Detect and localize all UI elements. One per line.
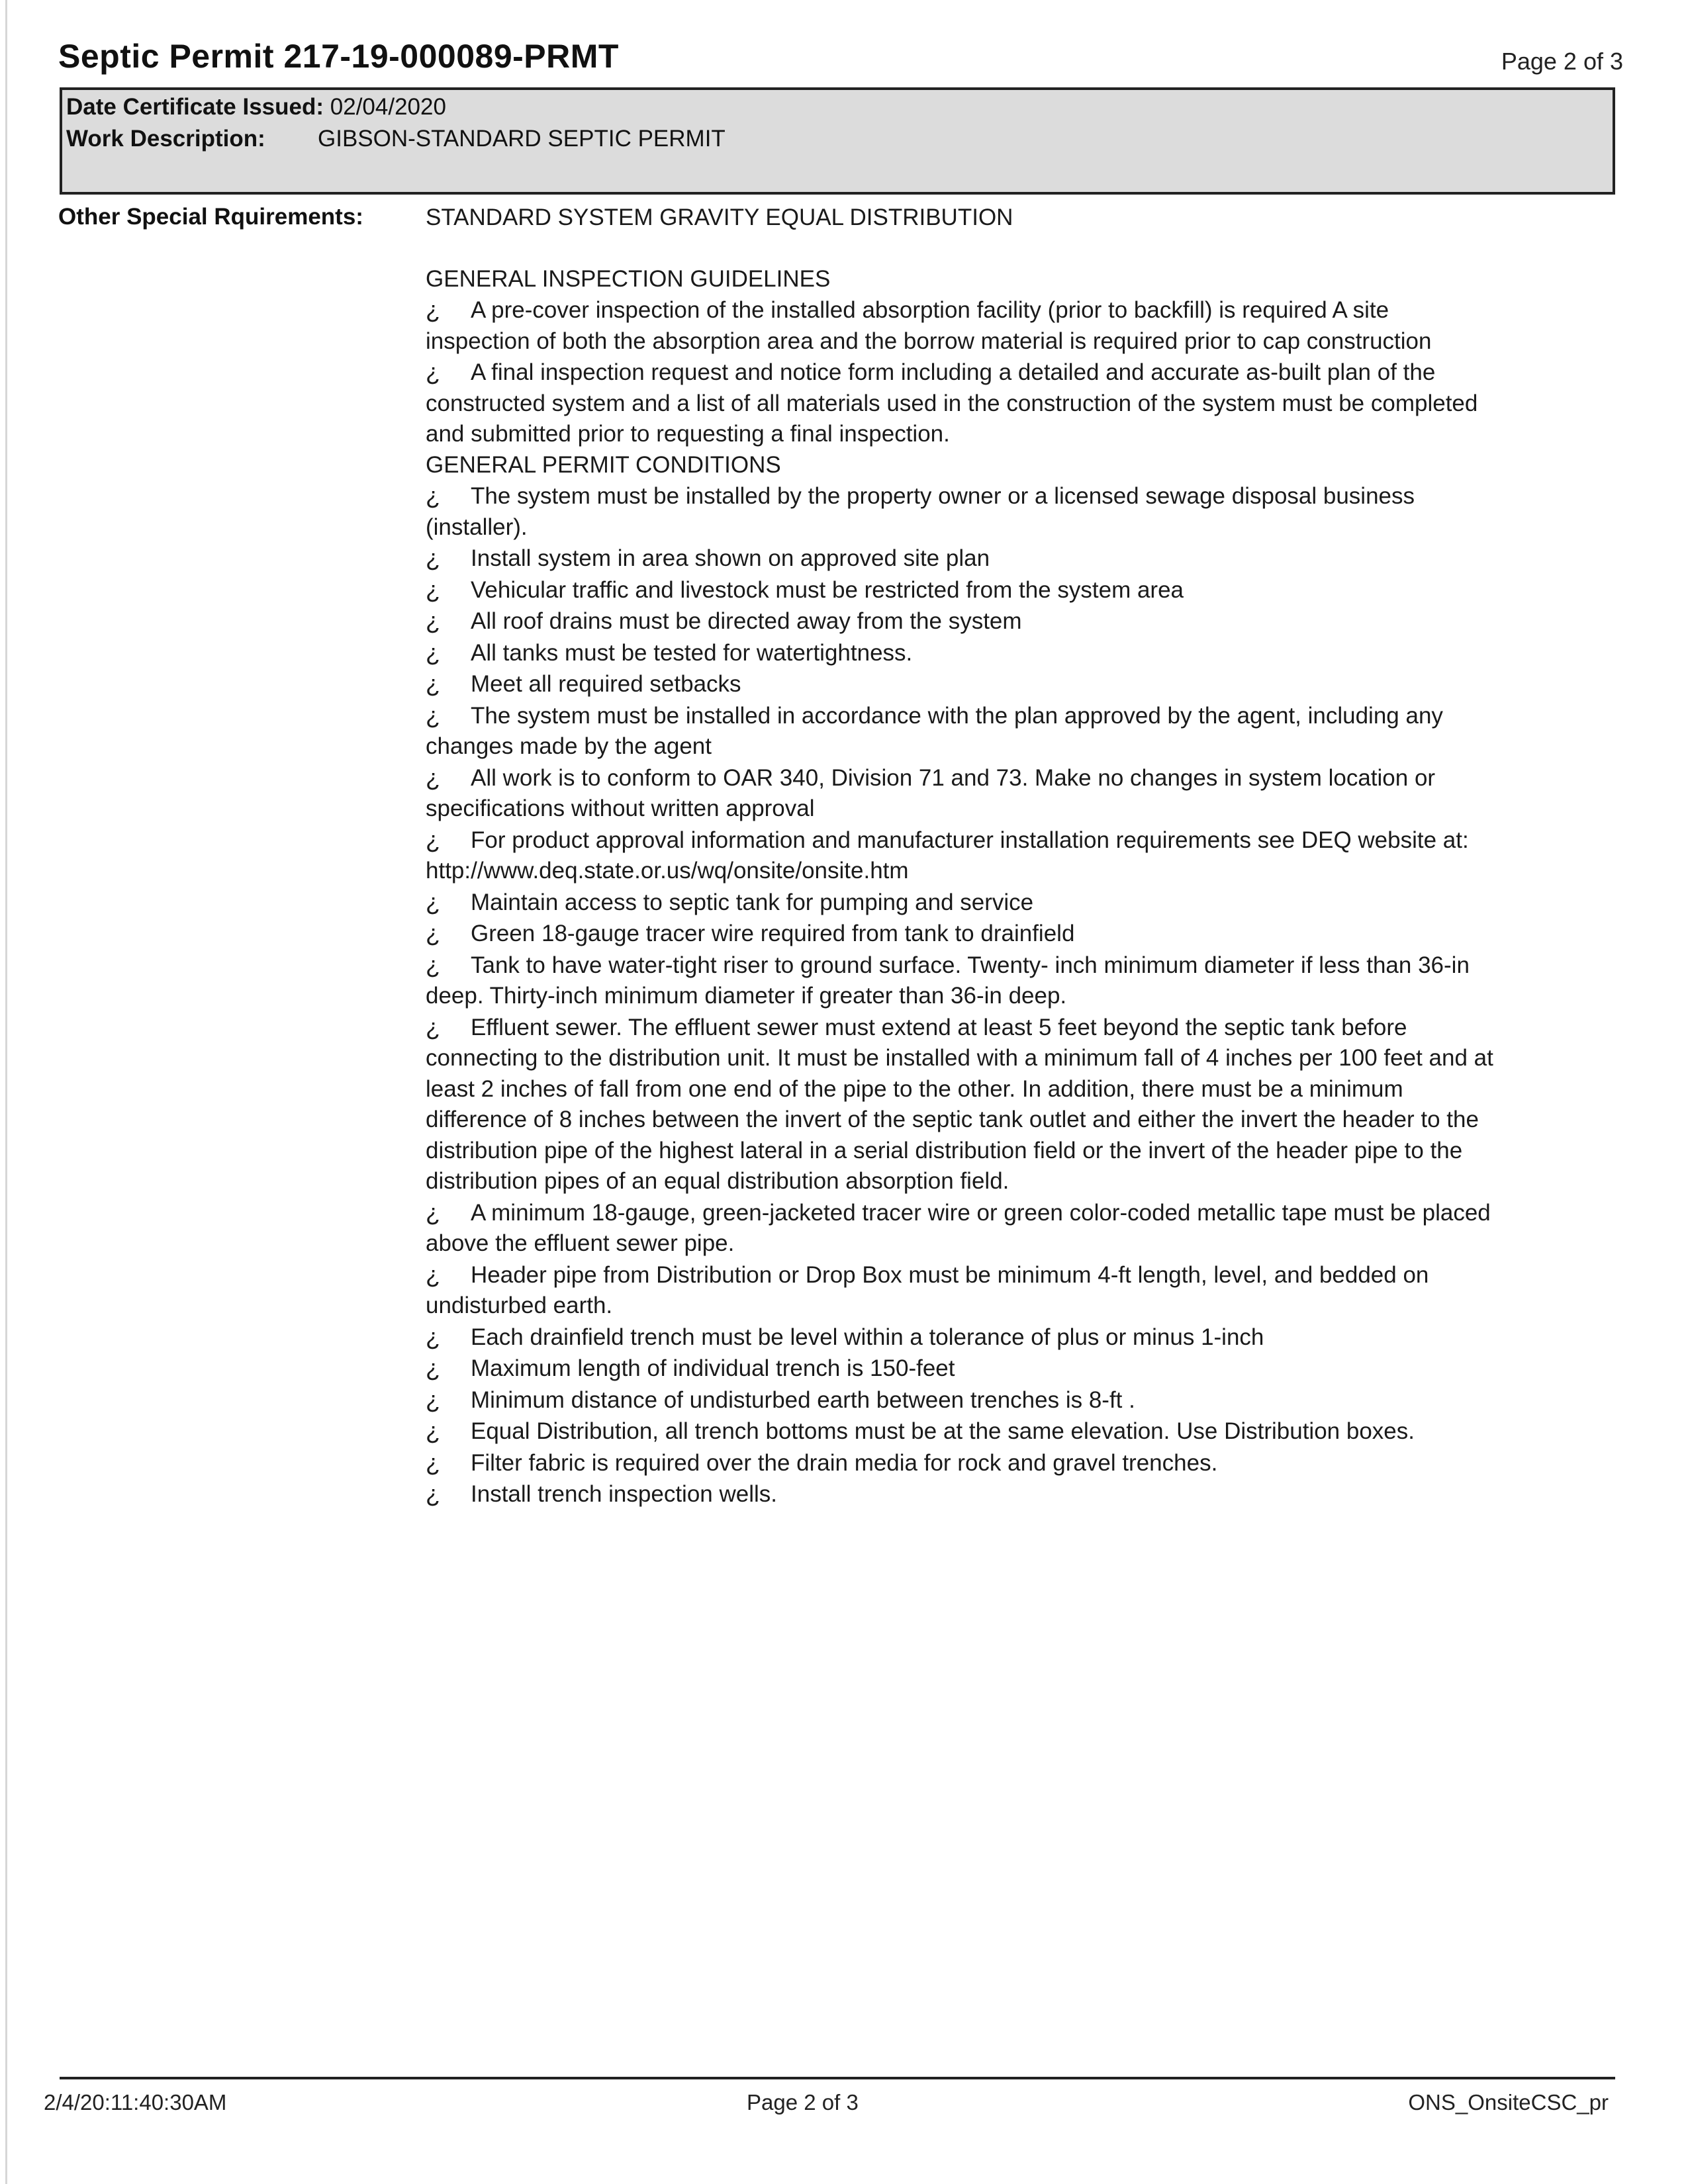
- footer-rule: [60, 2077, 1615, 2079]
- bullet-glyph: ¿: [426, 607, 440, 634]
- footer-report-id: ONS_OnsiteCSC_pr: [1408, 2090, 1609, 2115]
- requirement-text: All work is to conform to OAR 340, Division 71 and 73. Make no changes in system location or specifications without written approval: [426, 764, 1436, 821]
- bullet-glyph: ¿: [426, 919, 440, 946]
- requirement-item: [426, 887, 1498, 919]
- requirement-item: [426, 543, 1498, 574]
- requirement-item: [426, 918, 1498, 950]
- page-indicator: Page 2 of 3: [1501, 48, 1623, 75]
- requirement-text: Meet all required setbacks: [471, 671, 741, 697]
- requirement-text: Equal Distribution, all trench bottoms must be at the same elevation. Use Distribution boxes.: [471, 1418, 1415, 1444]
- work-description-row: [66, 126, 726, 152]
- bullet-glyph: ¿: [426, 1417, 440, 1444]
- bullet-glyph: ¿: [426, 575, 440, 603]
- requirement-item: [426, 668, 1498, 700]
- requirement-text: A final inspection request and notice form including a detailed and accurate as-built plan of the constructed system and a list of all materials used in the construction of the system must be completed and submitted prior to requesting a final inspection.: [426, 359, 1478, 447]
- requirement-text: Green 18-gauge tracer wire required from tank to drainfield: [471, 921, 1075, 946]
- footer-page: Page 2 of 3: [747, 2090, 859, 2115]
- requirement-text: For product approval information and manufacturer installation requirements see DEQ website at: http://www.deq.state.or.us/wq/onsite/onsite.htm: [426, 827, 1469, 884]
- certificate-info-box: [60, 87, 1615, 195]
- footer-timestamp: 2/4/20:11:40:30AM: [44, 2090, 227, 2115]
- requirement-text: Header pipe from Distribution or Drop Box must be minimum 4-ft length, level, and bedded on undisturbed earth.: [426, 1261, 1429, 1318]
- bullet-glyph: ¿: [426, 296, 440, 323]
- work-description-value: GIBSON-STANDARD SEPTIC PERMIT: [318, 126, 726, 152]
- inspection-heading: GENERAL INSPECTION GUIDELINES: [426, 265, 831, 292]
- requirement-text: All tanks must be tested for watertightness.: [471, 639, 913, 666]
- bullet-glyph: ¿: [426, 1354, 440, 1381]
- bullet-glyph: ¿: [426, 1385, 440, 1413]
- requirement-item: [426, 1197, 1498, 1259]
- requirement-text: All roof drains must be directed away from the system: [471, 608, 1022, 634]
- requirement-item: [426, 480, 1498, 543]
- requirement-item: [426, 950, 1498, 1012]
- bullet-glyph: ¿: [426, 701, 440, 729]
- bullet-glyph: ¿: [426, 1448, 440, 1476]
- work-description-label: Work Description:: [66, 126, 265, 152]
- requirement-text: Vehicular traffic and livestock must be restricted from the system area: [471, 576, 1184, 603]
- bullet-glyph: ¿: [426, 1013, 440, 1040]
- bullet-glyph: ¿: [426, 482, 440, 509]
- requirement-item: [426, 1447, 1498, 1479]
- requirement-item: [426, 637, 1498, 669]
- requirement-item: [426, 1012, 1498, 1197]
- requirement-text: Filter fabric is required over the drain media for rock and gravel trenches.: [471, 1449, 1218, 1476]
- requirement-item: [426, 762, 1498, 825]
- bullet-glyph: ¿: [426, 1480, 440, 1507]
- requirement-text: Maximum length of individual trench is 150-feet: [471, 1355, 955, 1381]
- bullet-glyph: ¿: [426, 544, 440, 571]
- requirement-item: [426, 1353, 1498, 1385]
- date-issued-row: [66, 94, 446, 120]
- requirement-item: [426, 1259, 1498, 1322]
- requirement-text: A pre-cover inspection of the installed absorption facility (prior to backfill) is required A site inspection of both the absorption area and the borrow material is required prior to cap construction: [426, 297, 1432, 354]
- requirement-text: Install trench inspection wells.: [471, 1481, 777, 1507]
- requirement-item: [426, 574, 1498, 606]
- requirement-text: Maintain access to septic tank for pumping and service: [471, 889, 1034, 915]
- system-type: STANDARD SYSTEM GRAVITY EQUAL DISTRIBUTION: [426, 205, 1013, 230]
- section-spacer: [426, 234, 1498, 264]
- requirement-text: Effluent sewer. The effluent sewer must extend at least 5 feet beyond the septic tank before connecting to the distribution unit. It must be installed with a minimum fall of 4 inches per 100 feet and at least 2 inches of fall from one end of the pipe to the other. In addition, there must be a minimum difference of 8 inches between the invert of the septic tank outlet and either the invert the header to the distribution pipe of the highest lateral in a serial distribution field or the invert of the header pipe to the distribution pipes of an equal distribution absorption field.: [426, 1014, 1493, 1194]
- bullet-glyph: ¿: [426, 1260, 440, 1288]
- requirement-item: [426, 1416, 1498, 1447]
- requirement-text: Each drainfield trench must be level within a tolerance of plus or minus 1-inch: [471, 1324, 1264, 1350]
- requirement-item: [426, 606, 1498, 637]
- requirement-text: Tank to have water-tight riser to ground surface. Twenty- inch minimum diameter if less than 36-in deep. Thirty-inch minimum diameter if greater than 36-in deep.: [426, 952, 1470, 1009]
- special-requirements-label: Other Special Rquirements:: [58, 204, 363, 230]
- bullet-glyph: ¿: [426, 887, 440, 915]
- bullet-glyph: ¿: [426, 358, 440, 385]
- bullet-glyph: ¿: [426, 1322, 440, 1350]
- requirement-item: [426, 700, 1498, 762]
- date-issued-label: Date Certificate Issued:: [66, 94, 324, 120]
- requirement-item: [426, 1385, 1498, 1416]
- bullet-glyph: ¿: [426, 763, 440, 791]
- bullet-glyph: ¿: [426, 1198, 440, 1226]
- conditions-list: [426, 480, 1498, 1510]
- requirement-text: Install system in area shown on approved site plan: [471, 545, 990, 571]
- left-margin-line: [5, 0, 7, 2184]
- requirement-text: The system must be installed by the property owner or a licensed sewage disposal business (installer).: [426, 483, 1415, 540]
- conditions-heading: GENERAL PERMIT CONDITIONS: [426, 451, 781, 478]
- bullet-glyph: ¿: [426, 670, 440, 697]
- requirement-item: [426, 295, 1498, 357]
- requirement-text: A minimum 18-gauge, green-jacketed tracer wire or green color-coded metallic tape must be placed above the effluent sewer pipe.: [426, 1199, 1491, 1256]
- bullet-glyph: ¿: [426, 950, 440, 978]
- date-issued-value: 02/04/2020: [330, 94, 446, 120]
- bullet-glyph: ¿: [426, 825, 440, 853]
- bullet-glyph: ¿: [426, 638, 440, 666]
- requirement-text: The system must be installed in accordance with the plan approved by the agent, including any changes made by the agent: [426, 702, 1443, 759]
- requirement-item: [426, 357, 1498, 450]
- inspection-list: [426, 295, 1498, 450]
- permit-title: Septic Permit 217-19-000089-PRMT: [58, 38, 619, 75]
- requirement-item: [426, 1322, 1498, 1353]
- requirement-text: Minimum distance of undisturbed earth between trenches is 8-ft .: [471, 1387, 1135, 1413]
- requirement-item: [426, 1479, 1498, 1510]
- requirement-item: [426, 825, 1498, 887]
- requirements-content: [426, 203, 1498, 1510]
